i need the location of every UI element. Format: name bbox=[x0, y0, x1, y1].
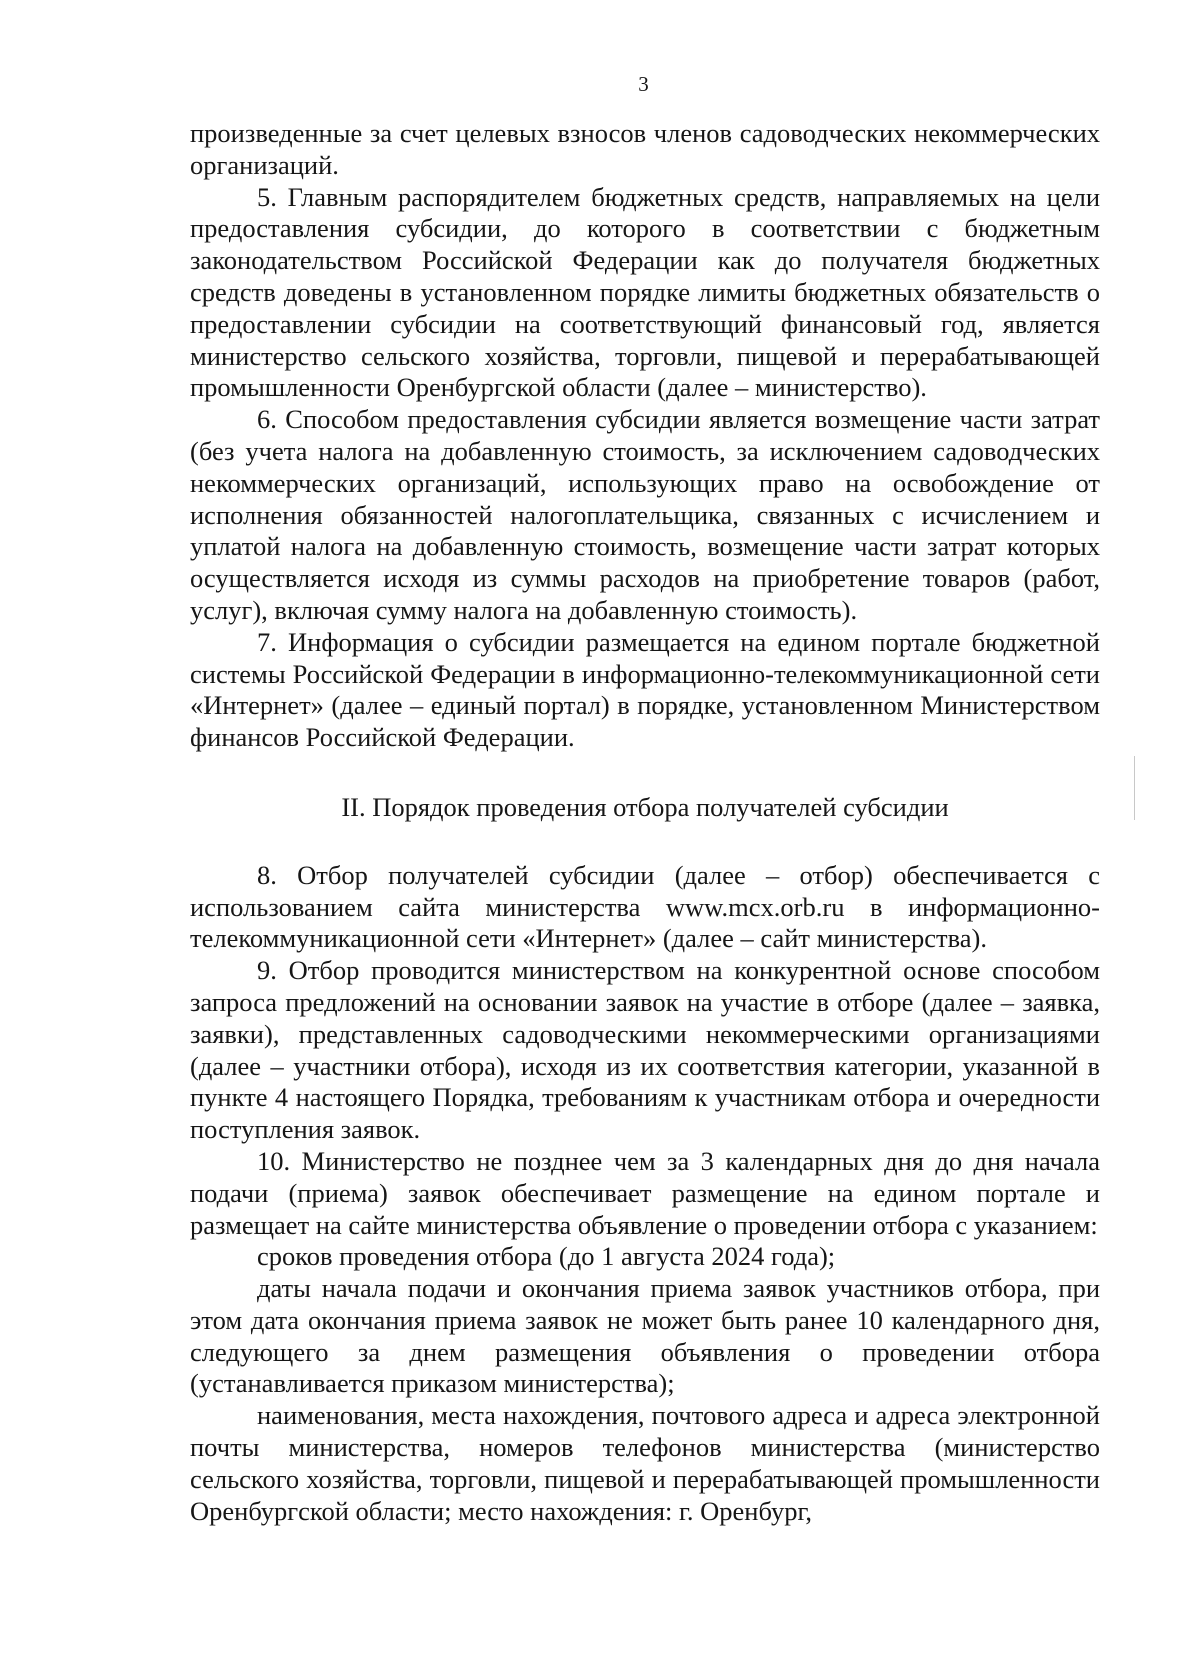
list-item-contacts: наименования, места нахождения, почтового адреса и адреса электронной почты министерства, номеров телефонов министерства (министерство сельского хозяйства, торговли, пищевой и перерабатывающей промышленности Оренбургской области; место нахождения: г. Оренбург, bbox=[190, 1400, 1100, 1526]
paragraph-7: 7. Информация о субсидии размещается на едином портале бюджетной системы Российской Федерации в информационно-телекоммуникационной сети «Интернет» (далее – единый портал) в порядке, установленном Министерством финансов Российской Федерации. bbox=[190, 626, 1100, 753]
paragraph-10: 10. Министерство не позднее чем за 3 календарных дня до дня начала подачи (приема) заявок обеспечивает размещение на едином портале и размещает на сайте министерства объявление о проведении отбора с указанием: bbox=[190, 1145, 1100, 1240]
paragraph-6: 6. Способом предоставления субсидии является возмещение части затрат (без учета налога на добавленную стоимость, за исключением садоводческих некоммерческих организаций, использующих право на освобождение от исполнения обязанностей налогоплательщика, связанных с исчислением и уплатой налога на добавленную стоимость, возмещение части затрат которых осуществляется исходя из суммы расходов на приобретение товаров (работ, услуг), включая сумму налога на добавленную стоимость). bbox=[190, 404, 1100, 625]
document-body bbox=[190, 118, 1100, 1527]
paragraph-continuation: произведенные за счет целевых взносов членов садоводческих некоммерческих организаций. bbox=[190, 118, 1100, 180]
list-item-dates: даты начала подачи и окончания приема заявок участников отбора, при этом дата окончания приема заявок не может быть ранее 10 календарного дня, следующего за днем размещения объявления о проведении отбора (устанавливается приказом министерства); bbox=[190, 1273, 1100, 1399]
scan-artifact-line bbox=[1134, 756, 1135, 820]
paragraph-5: 5. Главным распорядителем бюджетных средств, направляемых на цели предоставления субсидии, до которого в соответствии с бюджетным законодательством Российской Федерации как до получателя бюджетных средств доведены в установленном порядке лимиты бюджетных обязательств о предоставлении субсидии на соответствующий финансовый год, является министерство сельского хозяйства, торговли, пищевой и перерабатывающей промышленности Оренбургской области (далее – министерство). bbox=[190, 181, 1100, 403]
section-heading: II. Порядок проведения отбора получателей субсидии bbox=[341, 791, 949, 822]
list-item-terms: сроков проведения отбора (до 1 августа 2024 года); bbox=[257, 1241, 836, 1272]
paragraph-9: 9. Отбор проводится министерством на конкурентной основе способом запроса предложений на основании заявок на участие в отборе (далее – заявка, заявки), представленных садоводческими некоммерческими организациями (далее – участники отбора), исходя из их соответствия категории, указанной в пункте 4 настоящего Порядка, требованиям к участникам отбора и очередности поступления заявок. bbox=[190, 955, 1100, 1145]
page-number: 3 bbox=[638, 72, 649, 96]
paragraph-8: 8. Отбор получателей субсидии (далее – отбор) обеспечивается с использованием сайта министерства www.mcx.orb.ru в информационно-телекоммуникационной сети «Интернет» (далее – сайт министерства). bbox=[190, 859, 1100, 954]
